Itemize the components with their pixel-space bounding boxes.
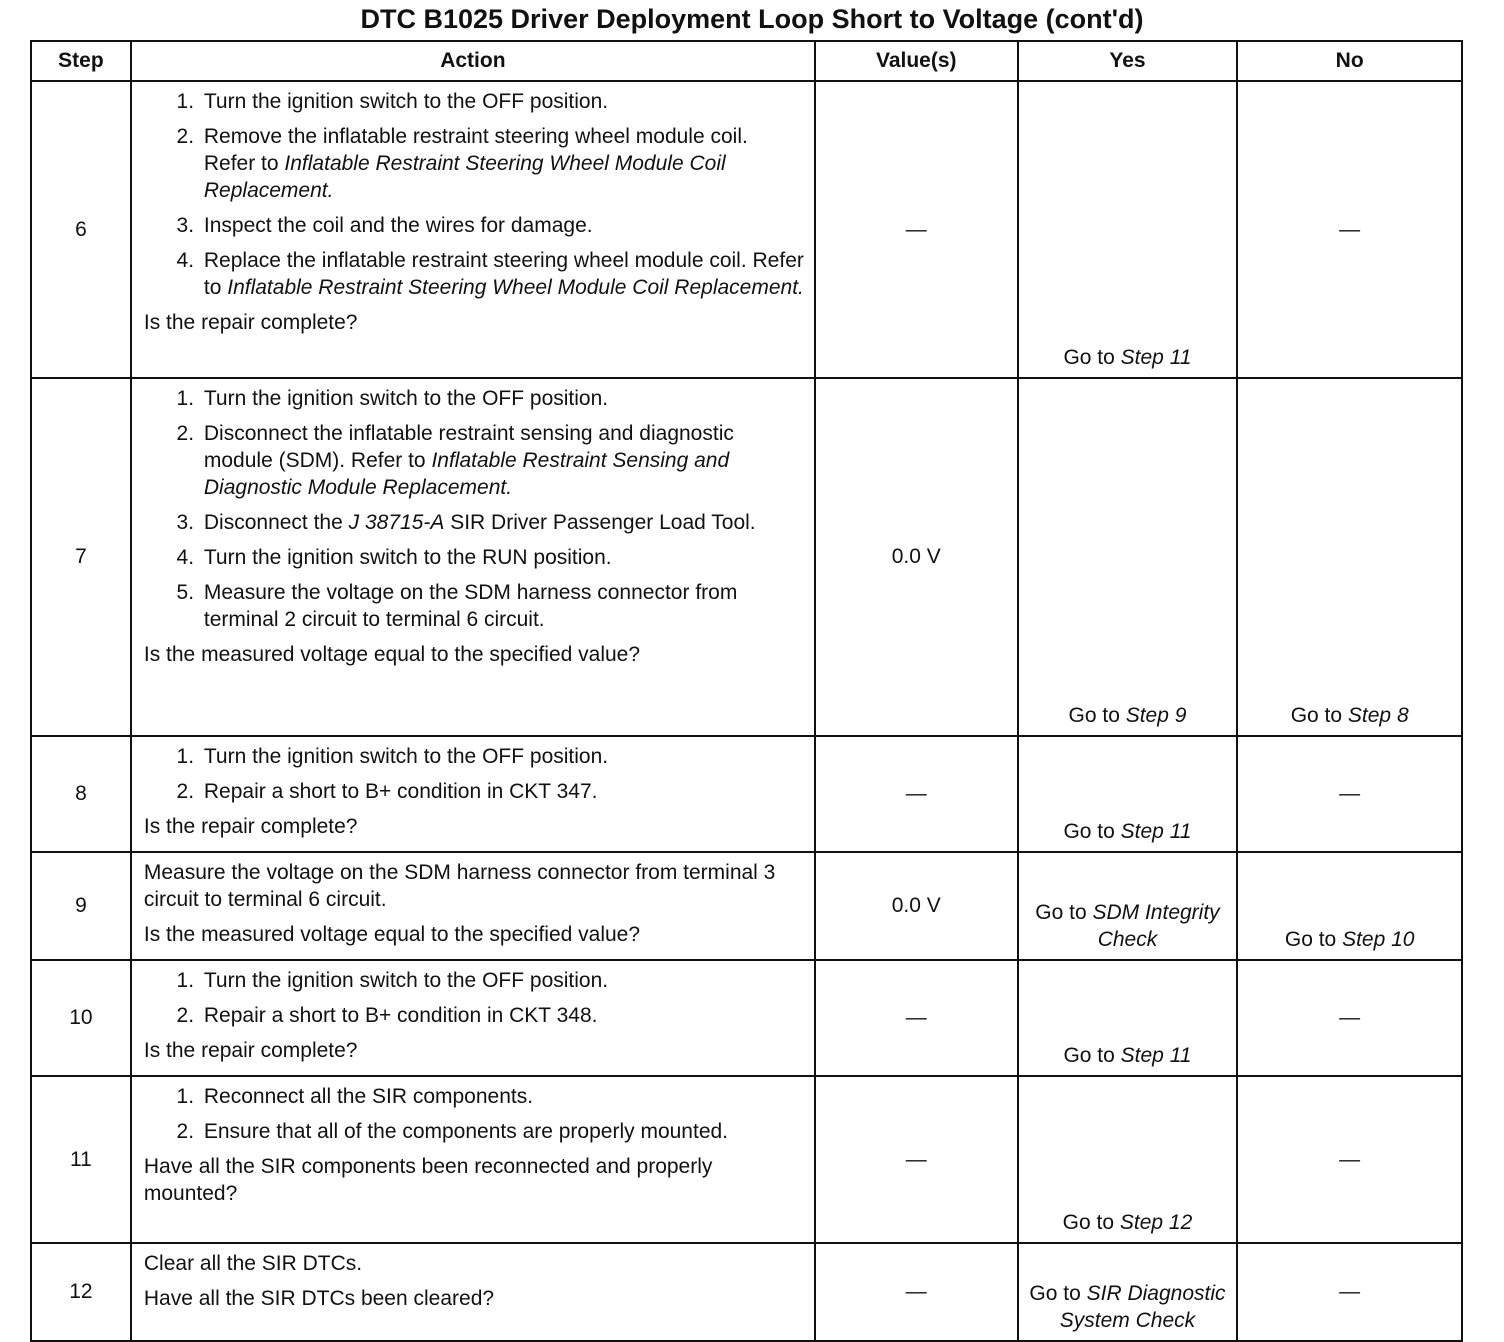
text-segment: — — [1339, 217, 1361, 241]
header-values: Value(s) — [815, 41, 1018, 81]
reference-text: Step 9 — [1125, 704, 1187, 727]
step-number: 9 — [31, 852, 131, 960]
action-question: Is the repair complete? — [143, 311, 358, 334]
action-step — [200, 967, 804, 994]
reference-text: Step 10 — [1342, 928, 1415, 951]
action-cell — [131, 1243, 815, 1341]
no-cell — [1237, 736, 1462, 852]
action-step — [200, 579, 804, 633]
reference-text: SIR Diagnostic System Check — [1059, 1282, 1226, 1332]
text-segment: — — [1339, 1006, 1361, 1029]
text-segment: — — [1339, 782, 1361, 805]
reference-text: Step 11 — [1120, 1044, 1192, 1067]
reference-text: Inflatable Restraint Steering Wheel Module Coil Replacement. — [227, 276, 804, 299]
action-cell — [131, 960, 815, 1076]
value-cell: — — [815, 81, 1018, 378]
yes-cell — [1018, 81, 1238, 378]
reference-text: Inflatable Restraint Steering Wheel Module Coil Replacement. — [203, 152, 726, 202]
yes-cell — [1018, 1243, 1238, 1341]
text-segment: Go to — [1035, 901, 1093, 924]
text-segment: Turn the ignition switch to the RUN position. — [203, 546, 612, 569]
no-cell — [1237, 81, 1462, 378]
action-text: Clear all the SIR DTCs. — [143, 1252, 363, 1275]
action-step — [200, 778, 804, 805]
step-number: 8 — [31, 736, 131, 852]
step-number: 6 — [31, 81, 131, 378]
yes-cell — [1018, 378, 1238, 736]
table-row — [31, 1243, 1462, 1341]
text-segment: Measure the voltage on the SDM harness connector from terminal 2 circuit to terminal 6 circuit. — [203, 581, 738, 631]
no-cell — [1237, 1243, 1462, 1341]
text-segment: Turn the ignition switch to the OFF position. — [203, 387, 609, 410]
action-steps-list — [144, 88, 804, 301]
no-cell — [1237, 378, 1462, 736]
action-step — [200, 420, 804, 501]
step-number: 12 — [31, 1243, 131, 1341]
action-content — [132, 961, 814, 1068]
header-step: Step — [31, 41, 131, 81]
text-segment: Go to — [1290, 704, 1348, 727]
action-cell — [131, 736, 815, 852]
table-row — [31, 736, 1462, 852]
text-segment: Repair a short to B+ condition in CKT 348. — [203, 1004, 598, 1027]
action-step — [200, 509, 804, 536]
yes-cell — [1018, 736, 1238, 852]
action-step — [200, 544, 804, 571]
text-segment: — — [1339, 1280, 1361, 1303]
value-cell: — — [815, 1076, 1018, 1243]
text-segment: Go to — [1063, 346, 1121, 369]
text-segment: SIR Driver Passenger Load Tool. — [444, 511, 756, 534]
no-cell — [1237, 1076, 1462, 1243]
yes-cell — [1018, 1076, 1238, 1243]
no-cell — [1237, 960, 1462, 1076]
text-segment: Reconnect all the SIR components. — [203, 1085, 534, 1108]
value-cell: 0.0 V — [815, 378, 1018, 736]
text-segment: — — [1339, 1147, 1361, 1171]
yes-cell — [1018, 960, 1238, 1076]
action-question: Have all the SIR components been reconnected and properly mounted? — [143, 1155, 713, 1205]
action-content — [132, 379, 814, 672]
action-step — [200, 247, 804, 301]
text-segment: Inspect the coil and the wires for damage. — [203, 214, 593, 237]
value-cell: — — [815, 1243, 1018, 1341]
text-segment: Replace the inflatable restraint steering wheel module coil. Refer to — [203, 249, 804, 299]
table-row — [31, 81, 1462, 378]
action-content — [132, 737, 814, 844]
value-cell: — — [815, 736, 1018, 852]
action-step — [200, 743, 804, 770]
text-segment: Repair a short to B+ condition in CKT 347. — [203, 780, 598, 803]
action-question: Have all the SIR DTCs been cleared? — [143, 1287, 495, 1310]
action-step — [200, 88, 804, 115]
reference-text: Step 8 — [1347, 704, 1409, 727]
table-row — [31, 852, 1462, 960]
value-cell: 0.0 V — [815, 852, 1018, 960]
action-cell — [131, 852, 815, 960]
header-row — [31, 41, 1462, 81]
text-segment: Go to — [1068, 704, 1126, 727]
action-steps-list — [144, 967, 804, 1029]
action-question: Is the measured voltage equal to the specified value? — [143, 643, 641, 666]
text-segment: Go to — [1029, 1282, 1087, 1305]
reference-text: SDM Integrity Check — [1092, 901, 1220, 951]
action-step — [200, 123, 804, 204]
action-steps-list — [144, 385, 804, 633]
reference-text: Step 12 — [1119, 1211, 1193, 1234]
header-yes: Yes — [1018, 41, 1238, 81]
step-number: 10 — [31, 960, 131, 1076]
text-segment: Disconnect the — [203, 511, 349, 534]
header-no: No — [1237, 41, 1462, 81]
text-segment: Go to — [1063, 820, 1121, 843]
page-title: DTC B1025 Driver Deployment Loop Short to Voltage (cont'd) — [360, 4, 1144, 34]
action-cell — [131, 378, 815, 736]
action-content — [132, 82, 814, 340]
reference-text: J 38715-A — [348, 511, 445, 534]
text-segment: Go to — [1063, 1044, 1121, 1067]
action-text: Measure the voltage on the SDM harness connector from terminal 3 circuit to terminal 6 circuit. — [143, 861, 776, 911]
text-segment: Go to — [1062, 1211, 1120, 1234]
no-cell — [1237, 852, 1462, 960]
action-content — [132, 1077, 814, 1211]
text-segment: Turn the ignition switch to the OFF position. — [203, 969, 609, 992]
text-segment: Go to — [1284, 928, 1343, 951]
header-action: Action — [131, 41, 815, 81]
diagnostic-table — [30, 40, 1463, 1342]
action-question: Is the repair complete? — [143, 1039, 358, 1062]
step-number: 11 — [31, 1076, 131, 1243]
text-segment: Ensure that all of the components are properly mounted. — [203, 1120, 729, 1143]
table-row — [31, 1076, 1462, 1243]
value-cell: — — [815, 960, 1018, 1076]
action-step — [200, 212, 804, 239]
action-steps-list — [144, 1083, 804, 1145]
reference-text: Step 11 — [1120, 346, 1192, 369]
action-content — [132, 853, 814, 952]
action-step — [200, 1083, 804, 1110]
text-segment: Turn the ignition switch to the OFF position. — [203, 745, 609, 768]
action-cell — [131, 1076, 815, 1243]
text-segment: Remove the inflatable restraint steering wheel module coil. Refer to — [203, 125, 748, 175]
text-segment: Turn the ignition switch to the OFF position. — [203, 90, 609, 113]
reference-text: Step 11 — [1120, 820, 1192, 843]
action-steps-list — [144, 743, 804, 805]
yes-cell — [1018, 852, 1238, 960]
step-number: 7 — [31, 378, 131, 736]
action-step — [200, 385, 804, 412]
action-step — [200, 1118, 804, 1145]
text-segment: Disconnect the inflatable restraint sensing and diagnostic module (SDM). Refer to — [203, 422, 734, 472]
reference-text: Inflatable Restraint Sensing and Diagnostic Module Replacement. — [203, 449, 730, 499]
table-row — [31, 960, 1462, 1076]
table-row — [31, 378, 1462, 736]
action-question: Is the measured voltage equal to the specified value? — [143, 923, 641, 946]
action-cell — [131, 81, 815, 378]
action-question: Is the repair complete? — [143, 815, 358, 838]
action-content — [132, 1244, 814, 1316]
action-step — [200, 1002, 804, 1029]
